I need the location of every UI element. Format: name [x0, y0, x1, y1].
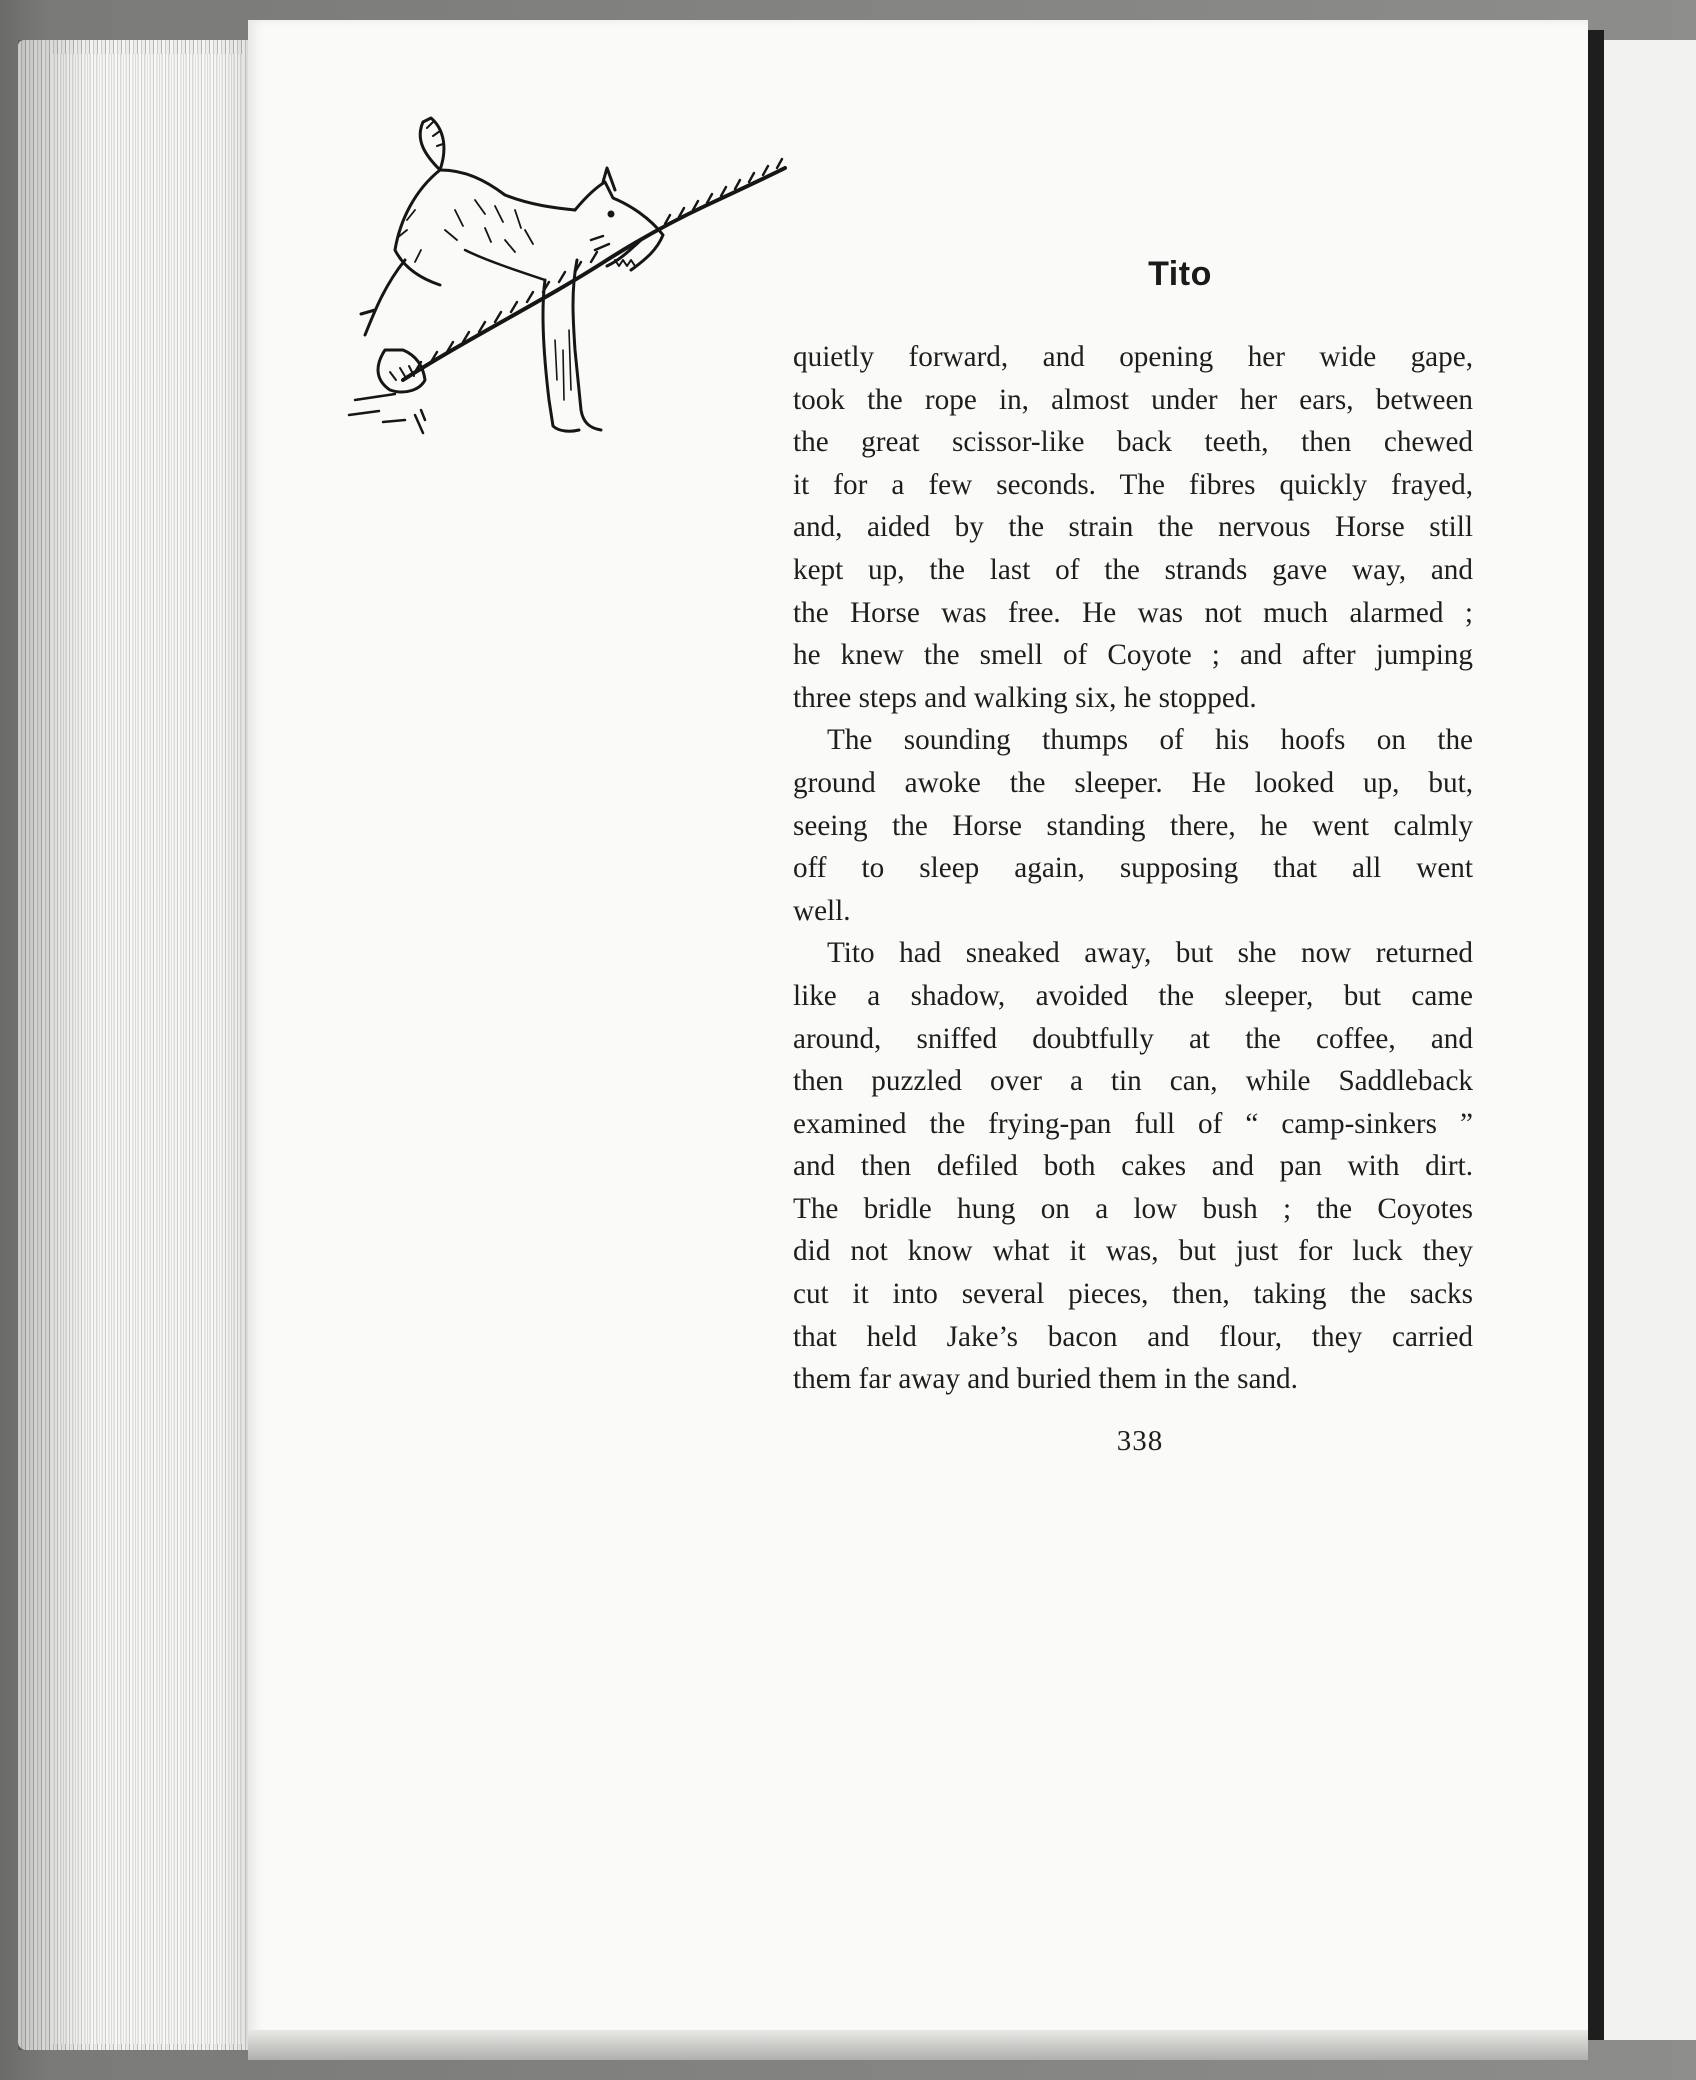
- book-page-edges: [18, 40, 268, 2050]
- text-line: quietly forward, and opening her wide gape,: [793, 341, 1473, 373]
- text-line: around, sniffed doubtfully at the coffee, and: [793, 1022, 1473, 1055]
- text-line: he knew the smell of Coyote ; and after jumping: [793, 639, 1473, 672]
- text-line: like a shadow, avoided the sleeper, but came: [793, 979, 1473, 1012]
- text-line: The bridle hung on a low bush ; the Coyotes: [793, 1192, 1473, 1225]
- text-line: well.: [793, 894, 851, 927]
- text-line: off to sleep again, supposing that all went: [793, 852, 1473, 885]
- page-edges-texture: [52, 54, 242, 2044]
- page-bottom-shadow: [248, 2030, 1588, 2060]
- text-line: The sounding thumps of his hoofs on the: [827, 724, 1473, 757]
- text-line: ground awoke the sleeper. He looked up, but,: [793, 766, 1473, 799]
- facing-page-sliver: [1604, 40, 1696, 2040]
- body-text: [793, 336, 1473, 1401]
- text-line: that held Jake’s bacon and flour, they carried: [793, 1320, 1473, 1353]
- text-line: examined the frying-pan full of “ camp-sinkers ”: [793, 1107, 1473, 1140]
- text-line: seeing the Horse standing there, he went calmly: [793, 809, 1473, 842]
- text-line: and, aided by the strain the nervous Horse still: [793, 511, 1473, 544]
- coyote-chewing-rope-illustration: [345, 110, 845, 490]
- text-line: three steps and walking six, he stopped.: [793, 681, 1257, 714]
- text-line: then puzzled over a tin can, while Saddleback: [793, 1065, 1473, 1098]
- text-line: took the rope in, almost under her ears, between: [793, 383, 1473, 416]
- text-line: cut it into several pieces, then, taking the sacks: [793, 1278, 1473, 1311]
- page-number: 338: [1116, 1425, 1164, 1457]
- running-head: Tito: [1148, 255, 1212, 293]
- text-line: kept up, the last of the strands gave way, and: [793, 553, 1473, 586]
- text-line: Tito had sneaked away, but she now returned: [827, 937, 1473, 970]
- book-binding-edge: [1588, 30, 1604, 2040]
- text-line: did not know what it was, but just for luck they: [793, 1235, 1473, 1268]
- text-line: and then defiled both cakes and pan with dirt.: [793, 1150, 1473, 1183]
- text-line: it for a few seconds. The fibres quickly frayed,: [793, 468, 1473, 501]
- text-line: them far away and buried them in the sand.: [793, 1363, 1298, 1396]
- text-line: the great scissor-like back teeth, then chewed: [793, 426, 1473, 459]
- text-line: the Horse was free. He was not much alarmed ;: [793, 596, 1473, 629]
